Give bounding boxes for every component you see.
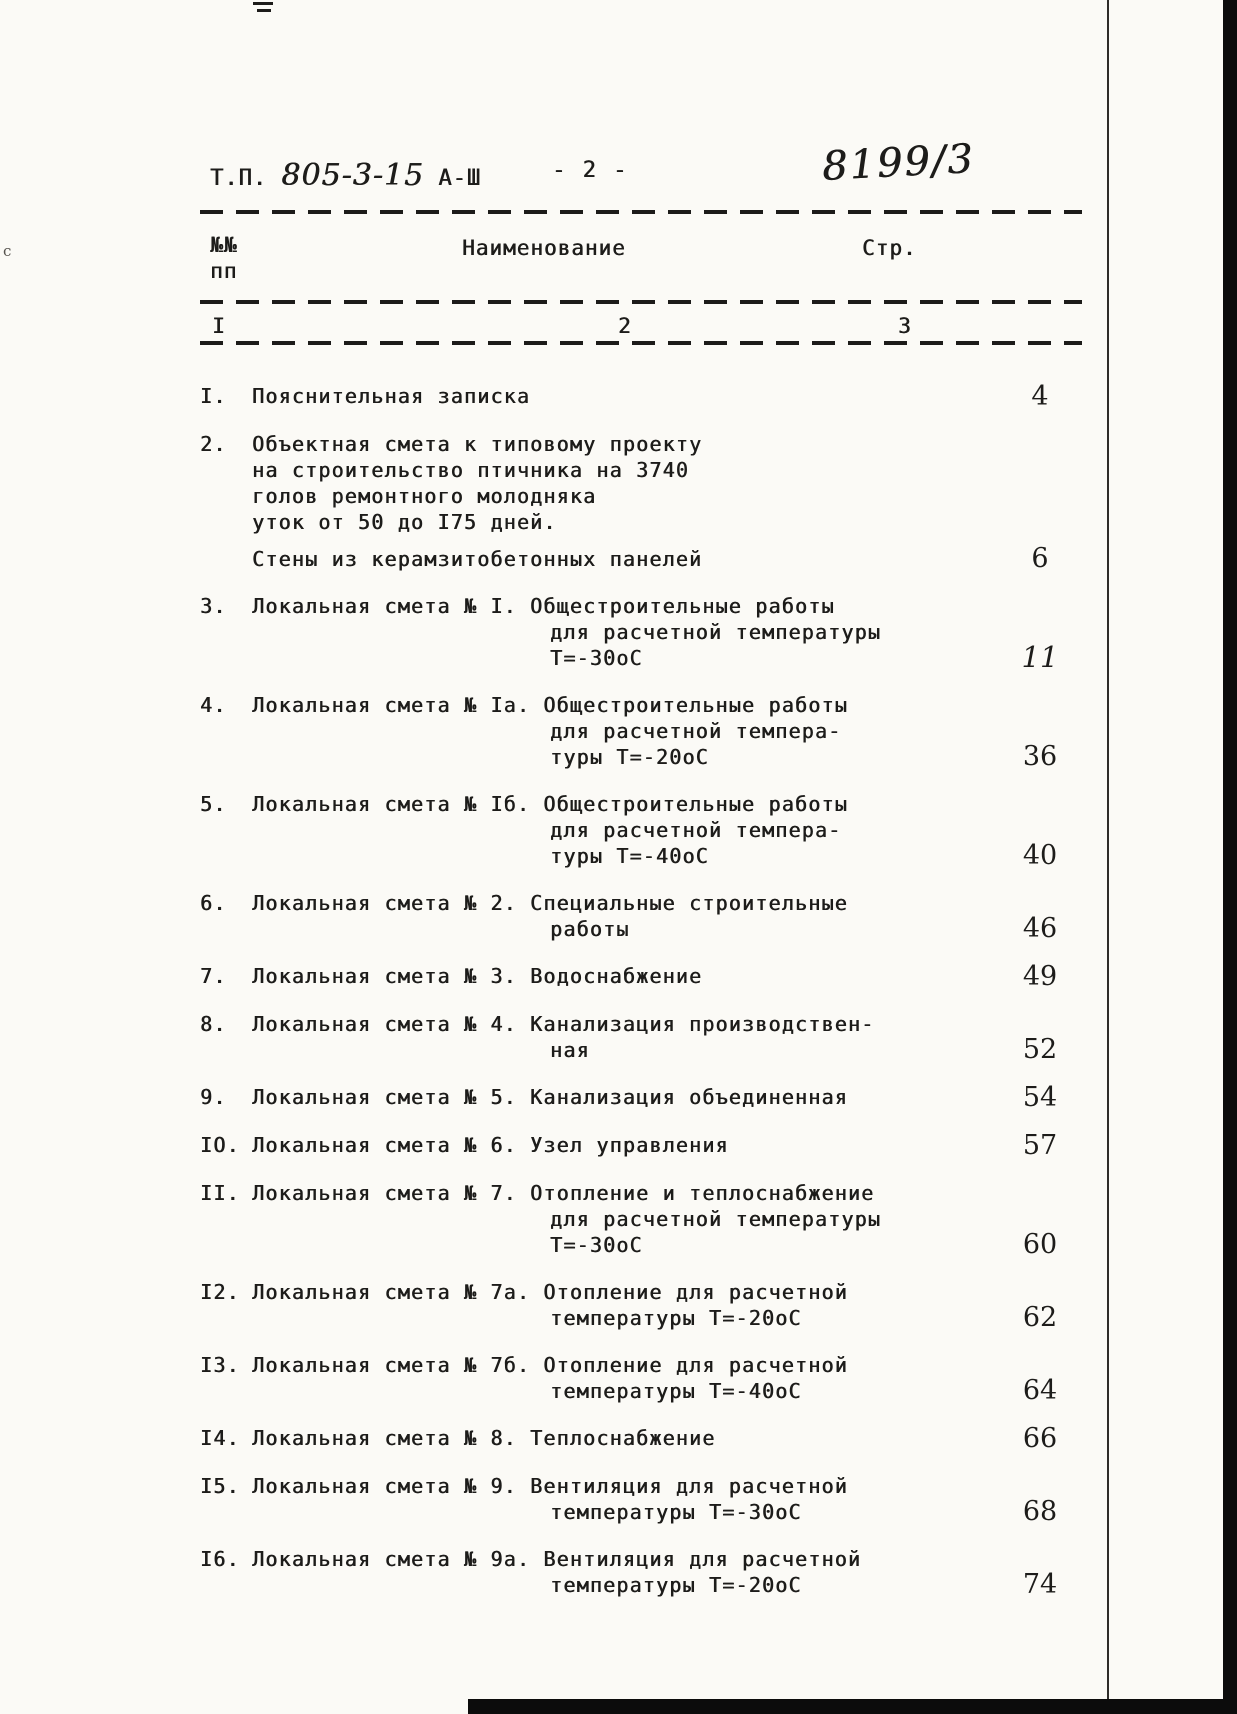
- toc-entry: [200, 1546, 1082, 1598]
- entry-page: 49: [1022, 961, 1058, 992]
- column-header-number: [210, 232, 237, 284]
- column-header-page: Стр.: [862, 236, 917, 260]
- entry-line: работы: [550, 917, 630, 941]
- entry-text: [252, 1011, 998, 1063]
- entry-number: IО.: [200, 1133, 240, 1157]
- entry-line: уток от 50 до I75 дней.: [252, 510, 557, 534]
- entry-page: 11: [1021, 640, 1059, 674]
- entry-text: [252, 383, 998, 410]
- entry-line: для расчетной температуры: [550, 620, 882, 644]
- entry-number: 2.: [200, 432, 227, 456]
- entry-line: Локальная смета № Iб. Общестроительные работы: [252, 792, 848, 816]
- column-header-number-line1: №№: [210, 233, 238, 257]
- entry-text: [252, 1546, 998, 1598]
- entry-line: Объектная смета к типовому проекту: [252, 432, 703, 456]
- doc-prefix: Т.П.: [210, 166, 267, 191]
- document-header: [200, 136, 1082, 200]
- toc-entry: [200, 1352, 1082, 1404]
- entry-page: 46: [1022, 913, 1058, 944]
- entry-number: I5.: [200, 1474, 240, 1498]
- dashed-separator: [200, 341, 1082, 345]
- entry-line: Локальная смета № 6. Узел управления: [252, 1133, 729, 1157]
- entry-page: 68: [1022, 1496, 1058, 1527]
- entry-text: [252, 890, 998, 942]
- entry-page: 57: [1022, 1130, 1058, 1161]
- entry-number: 9.: [200, 1085, 227, 1109]
- entry-line: Локальная смета № 4. Канализация производствен-: [252, 1012, 875, 1036]
- document-content: [200, 136, 1082, 1619]
- column-index-row: [200, 312, 1082, 338]
- entry-line: туры Т=-20оС: [550, 745, 709, 769]
- entry-number: 5.: [200, 792, 227, 816]
- column-header-number-line2: пп: [210, 259, 238, 283]
- entry-line: Локальная смета № I. Общестроительные работы: [252, 594, 835, 618]
- table-header: [200, 230, 1082, 292]
- entry-page: 64: [1022, 1375, 1058, 1406]
- entries: [200, 383, 1082, 1598]
- toc-entry: [200, 791, 1082, 869]
- toc-entry: [200, 431, 1082, 572]
- entry-page: 52: [1022, 1034, 1058, 1065]
- entry-number: I.: [200, 384, 227, 408]
- entry-number: I6.: [200, 1547, 240, 1571]
- column-index-3: 3: [898, 314, 911, 338]
- toc-entry: [200, 963, 1082, 990]
- doc-number-handwritten: 805-3-15: [281, 158, 425, 193]
- entry-line: температуры Т=-30оС: [550, 1500, 802, 1524]
- entry-text: [252, 1473, 998, 1525]
- dashed-separator: [200, 300, 1082, 304]
- entry-text: [252, 692, 998, 770]
- toc-entry: [200, 1011, 1082, 1063]
- toc-entry: [200, 593, 1082, 674]
- entry-number: 7.: [200, 964, 227, 988]
- entry-line: Локальная смета № 3. Водоснабжение: [252, 964, 703, 988]
- entry-text: [252, 791, 998, 869]
- column-index-1: I: [212, 314, 225, 338]
- archive-number-handwritten: 8199/3: [820, 136, 976, 190]
- toc-entry: [200, 1180, 1082, 1258]
- toc-entry: [200, 692, 1082, 770]
- entry-line: Локальная смета № 7а. Отопление для расчетной: [252, 1280, 848, 1304]
- entry-number: 6.: [200, 891, 227, 915]
- entry-page: 74: [1022, 1569, 1058, 1600]
- entry-number: 3.: [200, 594, 227, 618]
- entry-page: 66: [1022, 1423, 1058, 1454]
- entry-number: 4.: [200, 693, 227, 717]
- entry-number: I2.: [200, 1280, 240, 1304]
- entry-line: Т=-30оС: [550, 1233, 643, 1257]
- entry-line: температуры Т=-40оС: [550, 1379, 802, 1403]
- entry-line: туры Т=-40оС: [550, 844, 709, 868]
- entry-line: Локальная смета № 5. Канализация объединенная: [252, 1085, 848, 1109]
- toc-entry: [200, 1132, 1082, 1159]
- column-index-2: 2: [618, 314, 631, 338]
- sheet-number: - 2 -: [552, 158, 629, 183]
- entry-line: Локальная смета № 8. Теплоснабжение: [252, 1426, 716, 1450]
- toc-entry: [200, 1425, 1082, 1452]
- entry-number: I4.: [200, 1426, 240, 1450]
- entry-text: [252, 593, 998, 671]
- entry-page: 36: [1022, 741, 1058, 772]
- entry-number: I3.: [200, 1353, 240, 1377]
- entry-line: Локальная смета № 9а. Вентиляция для расчетной: [252, 1547, 862, 1571]
- entry-line: Стены из керамзитобетонных панелей: [252, 547, 703, 571]
- entry-text: [252, 1425, 998, 1452]
- entry-line: Локальная смета № 7б. Отопление для расчетной: [252, 1353, 848, 1377]
- entry-line: для расчетной темпера-: [550, 719, 842, 743]
- scan-edge-marks: [253, 2, 273, 16]
- margin-stray-mark: c: [3, 242, 12, 260]
- entry-line: для расчетной температуры: [550, 1207, 882, 1231]
- entry-line: голов ремонтного молодняка: [252, 484, 597, 508]
- entry-page: 4: [1031, 381, 1049, 412]
- entry-text: [252, 1180, 998, 1258]
- column-header-name: Наименование: [462, 236, 626, 260]
- entry-text: [252, 1352, 998, 1404]
- entry-line: ная: [550, 1038, 590, 1062]
- right-rule-line: [1107, 0, 1109, 1714]
- entry-page: 40: [1022, 840, 1058, 871]
- entry-page: 54: [1022, 1082, 1058, 1113]
- toc-entry: [200, 1084, 1082, 1111]
- entry-line: Т=-30оС: [550, 646, 643, 670]
- doc-suffix: А-Ш: [438, 166, 482, 191]
- entry-line: Локальная смета № 9. Вентиляция для расчетной: [252, 1474, 848, 1498]
- document-id: [210, 158, 481, 193]
- entry-text: [252, 431, 998, 572]
- scan-right-black-bar: [1223, 0, 1237, 1714]
- entry-line: температуры Т=-20оС: [550, 1306, 802, 1330]
- entry-line: Пояснительная записка: [252, 384, 531, 408]
- toc-entry: [200, 383, 1082, 410]
- toc-entry: [200, 890, 1082, 942]
- entry-text: [252, 963, 998, 990]
- scan-bottom-black-bar: [468, 1699, 1223, 1714]
- entry-line: Локальная смета № 7. Отопление и теплоснабжение: [252, 1181, 875, 1205]
- dashed-separator: [200, 210, 1082, 214]
- toc-entry: [200, 1279, 1082, 1331]
- entry-page: 62: [1022, 1302, 1058, 1333]
- entry-line: Локальная смета № 2. Специальные строительные: [252, 891, 848, 915]
- entry-text: [252, 1132, 998, 1159]
- entry-text: [252, 1279, 998, 1331]
- entry-line: для расчетной темпера-: [550, 818, 842, 842]
- toc-entry: [200, 1473, 1082, 1525]
- entry-number: 8.: [200, 1012, 227, 1036]
- entry-number: II.: [200, 1181, 240, 1205]
- entry-line: на строительство птичника на 3740: [252, 458, 689, 482]
- entry-text: [252, 1084, 998, 1111]
- entry-page: 6: [1031, 543, 1049, 574]
- entry-page: 60: [1022, 1229, 1058, 1260]
- entry-line: температуры Т=-20оС: [550, 1573, 802, 1597]
- entry-line: Локальная смета № Iа. Общестроительные работы: [252, 693, 848, 717]
